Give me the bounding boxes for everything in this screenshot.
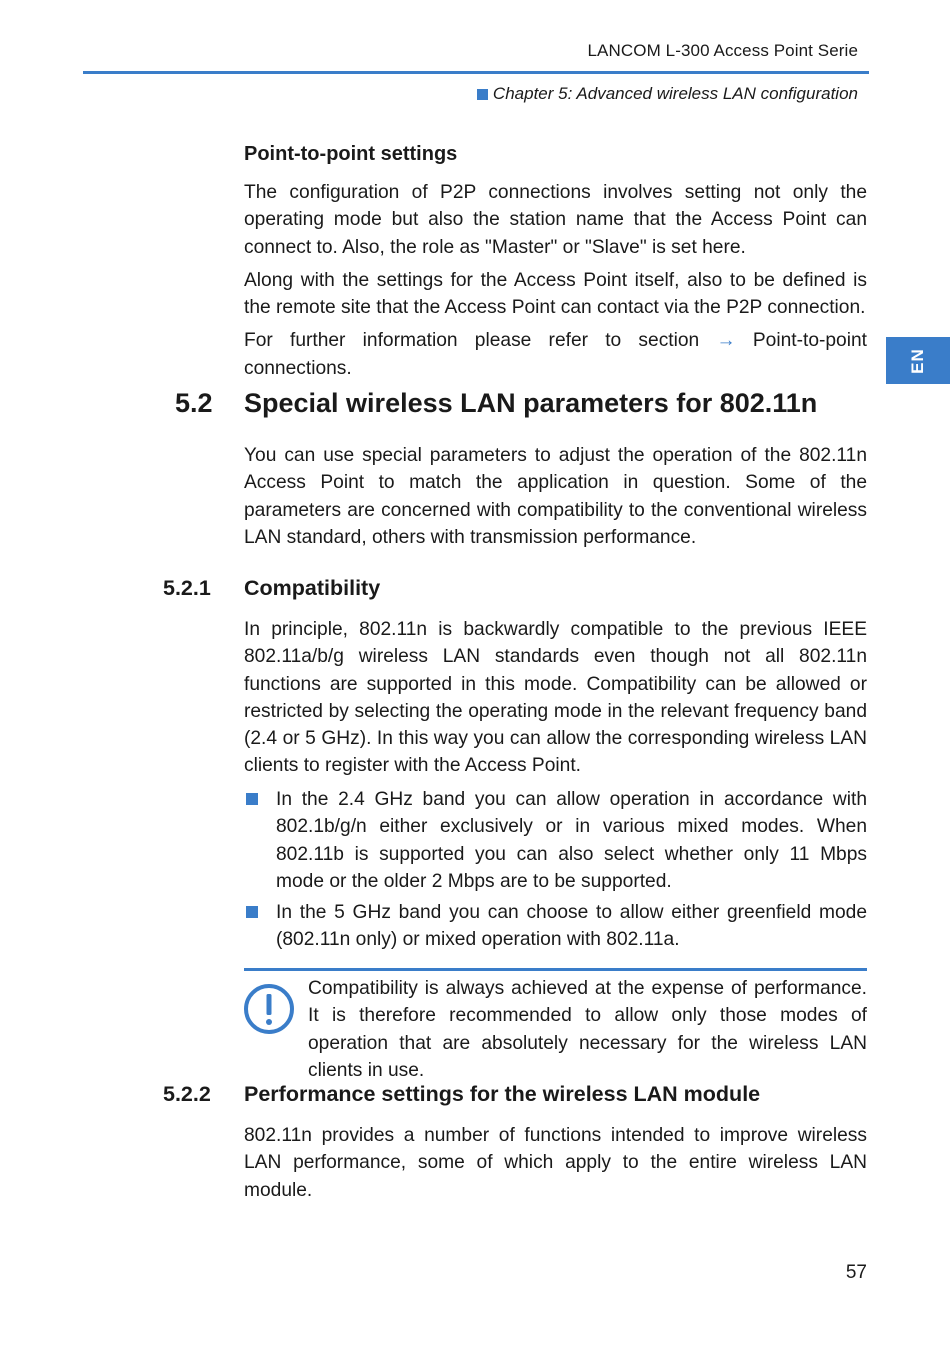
list-item: [244, 786, 867, 895]
compatibility-bullet-list: [244, 786, 867, 954]
section-title: Compatibility: [244, 576, 381, 600]
section-5-2-paragraph: You can use special parameters to adjust the operation of the 802.11n Access Point to match the application in question. Some of the parameters are concerned with compatibility to the conventional wireless LAN standard, others with transmission performance.: [244, 445, 867, 548]
header-rule: [83, 71, 869, 74]
p2p-paragraph-2: Along with the settings for the Access Point itself, also to be defined is the remote site that the Access Point can contact via the P2P connection.: [244, 269, 867, 319]
section-5-2-1-heading: [163, 576, 380, 601]
page-number: 57: [845, 1262, 867, 1283]
exclamation-circle-icon: [243, 983, 295, 1035]
section-5-2-2-heading: [163, 1082, 760, 1107]
note-rule: [244, 968, 867, 971]
p2p-paragraph-3: [244, 327, 867, 382]
p2p-reference-link[interactable]: Point-to-point connections.: [244, 330, 867, 379]
language-tab: [886, 337, 950, 384]
bullet-text: In the 2.4 GHz band you can allow operation in accordance with 802.1b/g/n either exclusively or in various mixed modes. When 802.11b is supported you can also select whether only 11 Mbps mode or the older 2 Mbps are to be supported.: [276, 789, 867, 892]
section-5-2-body: [244, 442, 867, 551]
section-title: Performance settings for the wireless LAN module: [244, 1082, 761, 1106]
square-bullet-icon: [246, 793, 258, 805]
section-5-2-2-body: [244, 1122, 867, 1204]
section-number: 5.2.1: [163, 576, 211, 600]
running-header-title: LANCOM L-300 Access Point Serie: [587, 41, 858, 60]
square-bullet-icon: [477, 89, 488, 100]
section-5-2-1-body: [244, 616, 867, 780]
compatibility-note: Compatibility is always achieved at the expense of performance. It is therefore recommended to allow only those modes of operation that are absolutely necessary for the wireless LAN clients in use.: [308, 978, 867, 1081]
list-item: [244, 899, 867, 954]
section-5-2-heading: [175, 388, 817, 419]
language-tab-label: EN: [908, 347, 927, 374]
chapter-header: [477, 84, 858, 104]
bullet-text: In the 5 GHz band you can choose to allow either greenfield mode (802.11n only) or mixed operation with 802.11a.: [276, 902, 867, 951]
p2p-heading: Point-to-point settings: [244, 143, 458, 165]
section-5-2-2-paragraph: 802.11n provides a number of functions intended to improve wireless LAN performance, some of which apply to the entire wireless LAN module.: [244, 1125, 867, 1201]
p2p-reference-text: For further information please refer to section: [244, 330, 700, 352]
section-title: Special wireless LAN parameters for 802.11n: [244, 388, 818, 418]
section-5-2-1-paragraph: In principle, 802.11n is backwardly compatible to the previous IEEE 802.11a/b/g wireless LAN standards even though not all 802.11n functions are supported in this mode. Compatibility can be allowed or restricted by selecting the operating mode in the relevant frequency band (2.4 or 5 GHz). In this way you can allow the corresponding wireless LAN clients to register with the Access Point.: [244, 619, 867, 777]
p2p-paragraph-1: The configuration of P2P connections involves setting not only the operating mode but also the station name that the Access Point can connect to. Also, the role as "Master" or "Slave" is set here.: [244, 182, 867, 258]
section-number: 5.2.2: [163, 1082, 211, 1106]
chapter-title: Chapter 5: Advanced wireless LAN configuration: [492, 84, 858, 103]
arrow-right-icon: →: [716, 330, 736, 352]
section-number: 5.2: [175, 388, 213, 418]
square-bullet-icon: [246, 906, 258, 918]
p2p-body: [244, 179, 867, 382]
